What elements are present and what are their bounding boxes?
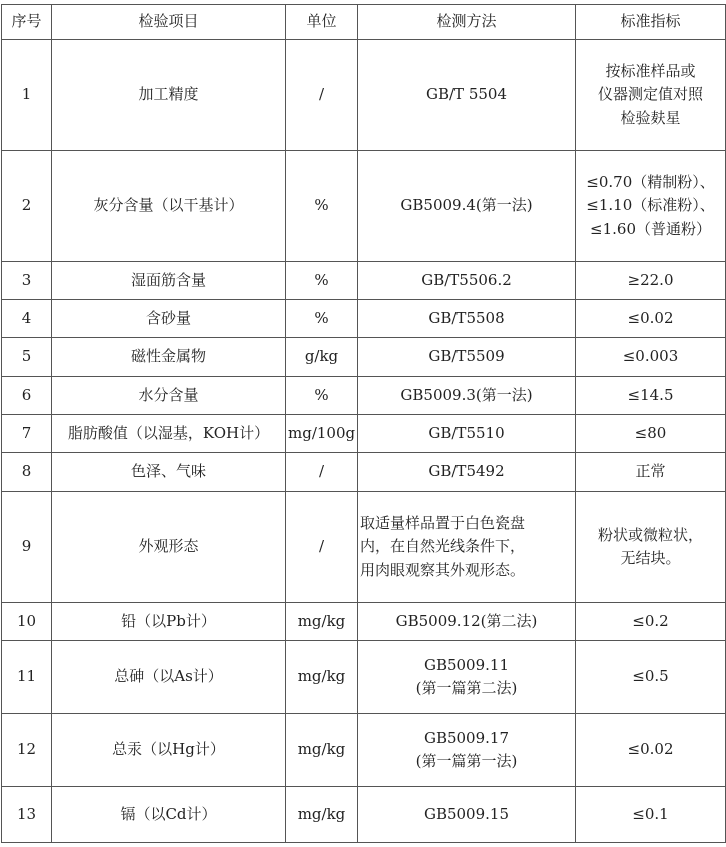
table-row (2, 603, 726, 641)
unit-cell: % (286, 262, 358, 300)
table-row (2, 641, 726, 714)
header-cell-method: 检测方法 (358, 5, 576, 40)
method-cell (358, 262, 576, 300)
method-cell (358, 787, 576, 843)
standard-cell-line: ≤0.02 (627, 740, 674, 759)
table-row (2, 787, 726, 843)
table-row (2, 453, 726, 492)
inspection-table (1, 4, 726, 843)
standard-cell-line: 按标准样品或 (605, 62, 696, 81)
standard-cell-line: ≤0.2 (632, 611, 669, 630)
row-number-cell: 2 (2, 151, 52, 262)
method-cell-line: GB5009.3(第一法) (400, 385, 533, 404)
standard-cell (576, 787, 726, 843)
table-row (2, 151, 726, 262)
header-cell-standard: 标准指标 (576, 5, 726, 40)
item-cell: 磁性金属物 (52, 338, 286, 377)
header-cell-no: 序号 (2, 5, 52, 40)
header-cell-item: 检验项目 (52, 5, 286, 40)
unit-cell: g/kg (286, 338, 358, 377)
method-cell-line: 内，在自然光线条件下， (360, 537, 526, 556)
method-cell-line: GB/T5510 (428, 423, 505, 442)
standard-cell (576, 453, 726, 492)
standard-cell-line: ≤0.003 (622, 347, 679, 366)
unit-cell: mg/kg (286, 603, 358, 641)
method-cell-line: GB5009.4(第一法) (400, 196, 533, 215)
standard-cell (576, 262, 726, 300)
standard-cell (576, 40, 726, 151)
table-row (2, 40, 726, 151)
unit-cell: / (286, 40, 358, 151)
standard-cell (576, 377, 726, 415)
method-cell-line: (第一篇第二法) (415, 679, 518, 697)
method-cell-line: GB5009.11 (423, 655, 510, 674)
method-cell (358, 714, 576, 787)
item-cell: 加工精度 (52, 40, 286, 151)
standard-cell-line: ≤0.5 (632, 667, 669, 686)
row-number-cell: 10 (2, 603, 52, 641)
method-cell (358, 492, 576, 603)
row-number-cell: 9 (2, 492, 52, 603)
standard-cell (576, 714, 726, 787)
standard-cell (576, 151, 726, 262)
method-cell-line: 取适量样品置于白色瓷盘 (360, 514, 526, 533)
unit-cell: mg/kg (286, 641, 358, 714)
table-row (2, 714, 726, 787)
method-cell-line: (第一篇第一法) (415, 752, 518, 770)
unit-cell: mg/100g (286, 415, 358, 453)
standard-cell-line: ≤80 (634, 423, 667, 442)
row-number-cell: 5 (2, 338, 52, 377)
standard-cell-line: ≤0.02 (627, 308, 674, 327)
item-cell: 脂肪酸值（以湿基，KOH计） (52, 415, 286, 453)
method-cell (358, 40, 576, 151)
standard-cell-line: 正常 (635, 462, 666, 481)
header-cell-unit: 单位 (286, 5, 358, 40)
method-cell (358, 377, 576, 415)
method-cell-line: GB5009.15 (423, 804, 510, 823)
standard-cell-line: ≤14.5 (627, 385, 674, 404)
item-cell: 总砷（以As计） (52, 641, 286, 714)
standard-cell-line: 仪器测定值对照 (597, 85, 703, 104)
method-cell (358, 338, 576, 377)
method-cell-line: GB/T5492 (428, 462, 505, 481)
unit-cell: mg/kg (286, 714, 358, 787)
method-cell-line: GB5009.12(第二法) (395, 611, 538, 630)
table-row (2, 262, 726, 300)
row-number-cell: 3 (2, 262, 52, 300)
method-cell (358, 453, 576, 492)
unit-cell: % (286, 377, 358, 415)
method-cell-line: GB/T5506.2 (421, 270, 512, 289)
item-cell: 外观形态 (52, 492, 286, 603)
item-cell: 水分含量 (52, 377, 286, 415)
header-row (2, 5, 726, 40)
method-cell-line: GB5009.17 (423, 728, 510, 747)
standard-cell-line: ≤0.1 (632, 804, 669, 823)
standard-cell-line: 粉状或微粒状， (597, 525, 703, 544)
table-row (2, 492, 726, 603)
standard-cell-line: ≤0.70（精制粉）、 (586, 173, 715, 192)
item-cell: 色泽、气味 (52, 453, 286, 492)
item-cell: 总汞（以Hg计） (52, 714, 286, 787)
method-cell (358, 603, 576, 641)
standard-cell (576, 338, 726, 377)
standard-cell-line: 检验麸星 (620, 108, 681, 127)
row-number-cell: 1 (2, 40, 52, 151)
row-number-cell: 4 (2, 300, 52, 338)
table-row (2, 415, 726, 453)
unit-cell: % (286, 151, 358, 262)
row-number-cell: 6 (2, 377, 52, 415)
item-cell: 湿面筋含量 (52, 262, 286, 300)
method-cell-line: GB/T5509 (428, 347, 505, 366)
row-number-cell: 12 (2, 714, 52, 787)
item-cell: 含砂量 (52, 300, 286, 338)
method-cell-line: 用肉眼观察其外观形态。 (360, 560, 526, 579)
method-cell (358, 151, 576, 262)
standard-cell-line: 无结块。 (620, 549, 681, 567)
method-cell (358, 300, 576, 338)
item-cell: 铅（以Pb计） (52, 603, 286, 641)
standard-cell (576, 603, 726, 641)
unit-cell: % (286, 300, 358, 338)
standard-cell-line: ≤1.10（标准粉）、 (586, 196, 715, 215)
method-cell (358, 415, 576, 453)
item-cell: 灰分含量（以干基计） (52, 151, 286, 262)
table-row (2, 300, 726, 338)
unit-cell: / (286, 492, 358, 603)
standard-cell (576, 300, 726, 338)
standard-cell (576, 415, 726, 453)
row-number-cell: 13 (2, 787, 52, 843)
method-cell-line: GB/T5508 (428, 308, 505, 327)
table-row (2, 377, 726, 415)
unit-cell: / (286, 453, 358, 492)
table-row (2, 338, 726, 377)
standard-cell-line: ≥22.0 (627, 270, 674, 289)
unit-cell: mg/kg (286, 787, 358, 843)
standard-cell-line: ≤1.60（普通粉） (590, 219, 711, 238)
method-cell-line: GB/T 5504 (425, 85, 507, 104)
item-cell: 镉（以Cd计） (52, 787, 286, 843)
method-cell (358, 641, 576, 714)
row-number-cell: 7 (2, 415, 52, 453)
standard-cell (576, 641, 726, 714)
standard-cell (576, 492, 726, 603)
row-number-cell: 8 (2, 453, 52, 492)
row-number-cell: 11 (2, 641, 52, 714)
